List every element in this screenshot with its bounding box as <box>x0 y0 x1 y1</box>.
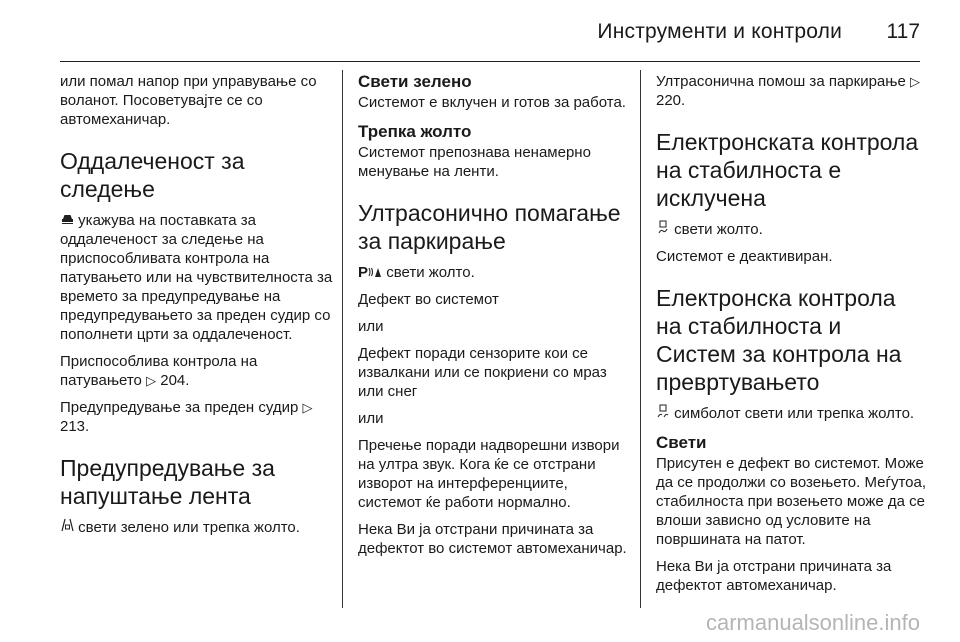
fault-2: Дефект поради сензорите кои се извалкани или се покриени со мраз или снег <box>358 345 607 400</box>
lit-text: Присутен е дефект во системот. Може да се продолжи со возењето. Меѓутоа, стабилноста при возењето може да се влоши зависно од условите на површината на патот. <box>656 455 926 548</box>
fcw-ref-text: Предупредување за преден судир <box>60 399 299 416</box>
heading-distance: Оддалеченост за следење <box>60 148 245 202</box>
parking-icon-glyph: P <box>358 264 369 281</box>
distance-text: укажува на поставката за оддалеченост за следење на приспособливата контрола на патувањето или на чувствителноста за времето за предупредување на предупредувањето за преден судир со пополнети црти за оддалеченост. <box>60 212 333 343</box>
car-distance-icon <box>60 211 74 230</box>
parking-text: свети жолто. <box>386 264 475 281</box>
acc-reference <box>60 352 335 390</box>
or-1: или <box>358 318 384 335</box>
page-ref-arrow-icon: ▷ <box>302 400 313 415</box>
page-number: 117 <box>886 20 920 43</box>
heading-flash-yellow: Трепка жолто <box>358 122 472 141</box>
page-ref-arrow-icon: ▷ <box>146 373 157 388</box>
header-title: Инструменти и контроли <box>597 20 842 43</box>
acc-ref-page[interactable]: 204. <box>160 372 190 389</box>
parking-ref-text: Ултрасонична помош за паркирање <box>656 73 906 90</box>
page-ref-arrow-icon: ▷ <box>909 74 920 89</box>
heading-esc-off: Електронската контрола на стабилноста е исклучена <box>656 129 919 211</box>
lane-paragraph <box>60 518 335 537</box>
heading-esc: Електронска контрола на стабилноста и Систем за контрола на превртувањето <box>656 285 902 395</box>
fcw-ref-page[interactable]: 213. <box>60 418 90 435</box>
esc-off-deactivated: Системот е деактивиран. <box>656 248 833 265</box>
column-1 <box>60 72 335 545</box>
esc-off-paragraph <box>656 220 926 239</box>
lane-text: свети зелено или трепка жолто. <box>78 519 300 536</box>
lane-departure-icon <box>60 518 74 537</box>
column-2 <box>358 72 630 566</box>
column-3 <box>656 72 926 603</box>
distance-paragraph <box>60 211 335 344</box>
column-divider <box>640 70 641 608</box>
esc-off-text: свети жолто. <box>674 221 763 238</box>
parking-assist-icon <box>358 264 382 281</box>
parking-reference <box>656 72 926 110</box>
heading-parking-assist: Ултрасонично помагање за паркирање <box>358 200 621 254</box>
esc-paragraph <box>656 404 926 423</box>
acc-ref-text: Приспособлива контрола на патувањето <box>60 353 258 389</box>
parking-paragraph <box>358 263 630 282</box>
or-2: или <box>358 410 384 427</box>
esc-text: симболот свети или трепка жолто. <box>674 405 915 422</box>
yellow-text: Системот препознава ненамерно менување на ленти. <box>358 144 591 180</box>
heading-lit: Свети <box>656 433 707 452</box>
lit-advice: Нека Ви ја отстрани причината за дефектот автомеханичар. <box>656 558 892 594</box>
esc-icon <box>656 404 670 423</box>
parking-ref-page[interactable]: 220. <box>656 92 686 109</box>
heading-lane-departure: Предупредување за напуштање лента <box>60 455 275 509</box>
watermark: carmanualsonline.info <box>705 610 920 635</box>
esc-off-icon <box>656 220 670 239</box>
fcw-reference <box>60 398 335 436</box>
fault-1: Дефект во системот <box>358 291 499 308</box>
intro-text: или помал напор при управување со воланот. Посоветувајте се со автомеханичар. <box>60 73 317 128</box>
page-header <box>0 0 960 62</box>
header-rule <box>60 61 920 62</box>
heading-lit-green: Свети зелено <box>358 72 472 91</box>
fault-advice: Нека Ви ја отстрани причината за дефектот во системот автомеханичар. <box>358 521 627 557</box>
fault-3: Пречење поради надворешни извори на ултра звук. Кога ќе се отстрани изворот на интерференциите, системот ќе работи нормално. <box>358 437 620 511</box>
green-text: Системот е вклучен и готов за работа. <box>358 94 626 111</box>
column-divider <box>342 70 343 608</box>
